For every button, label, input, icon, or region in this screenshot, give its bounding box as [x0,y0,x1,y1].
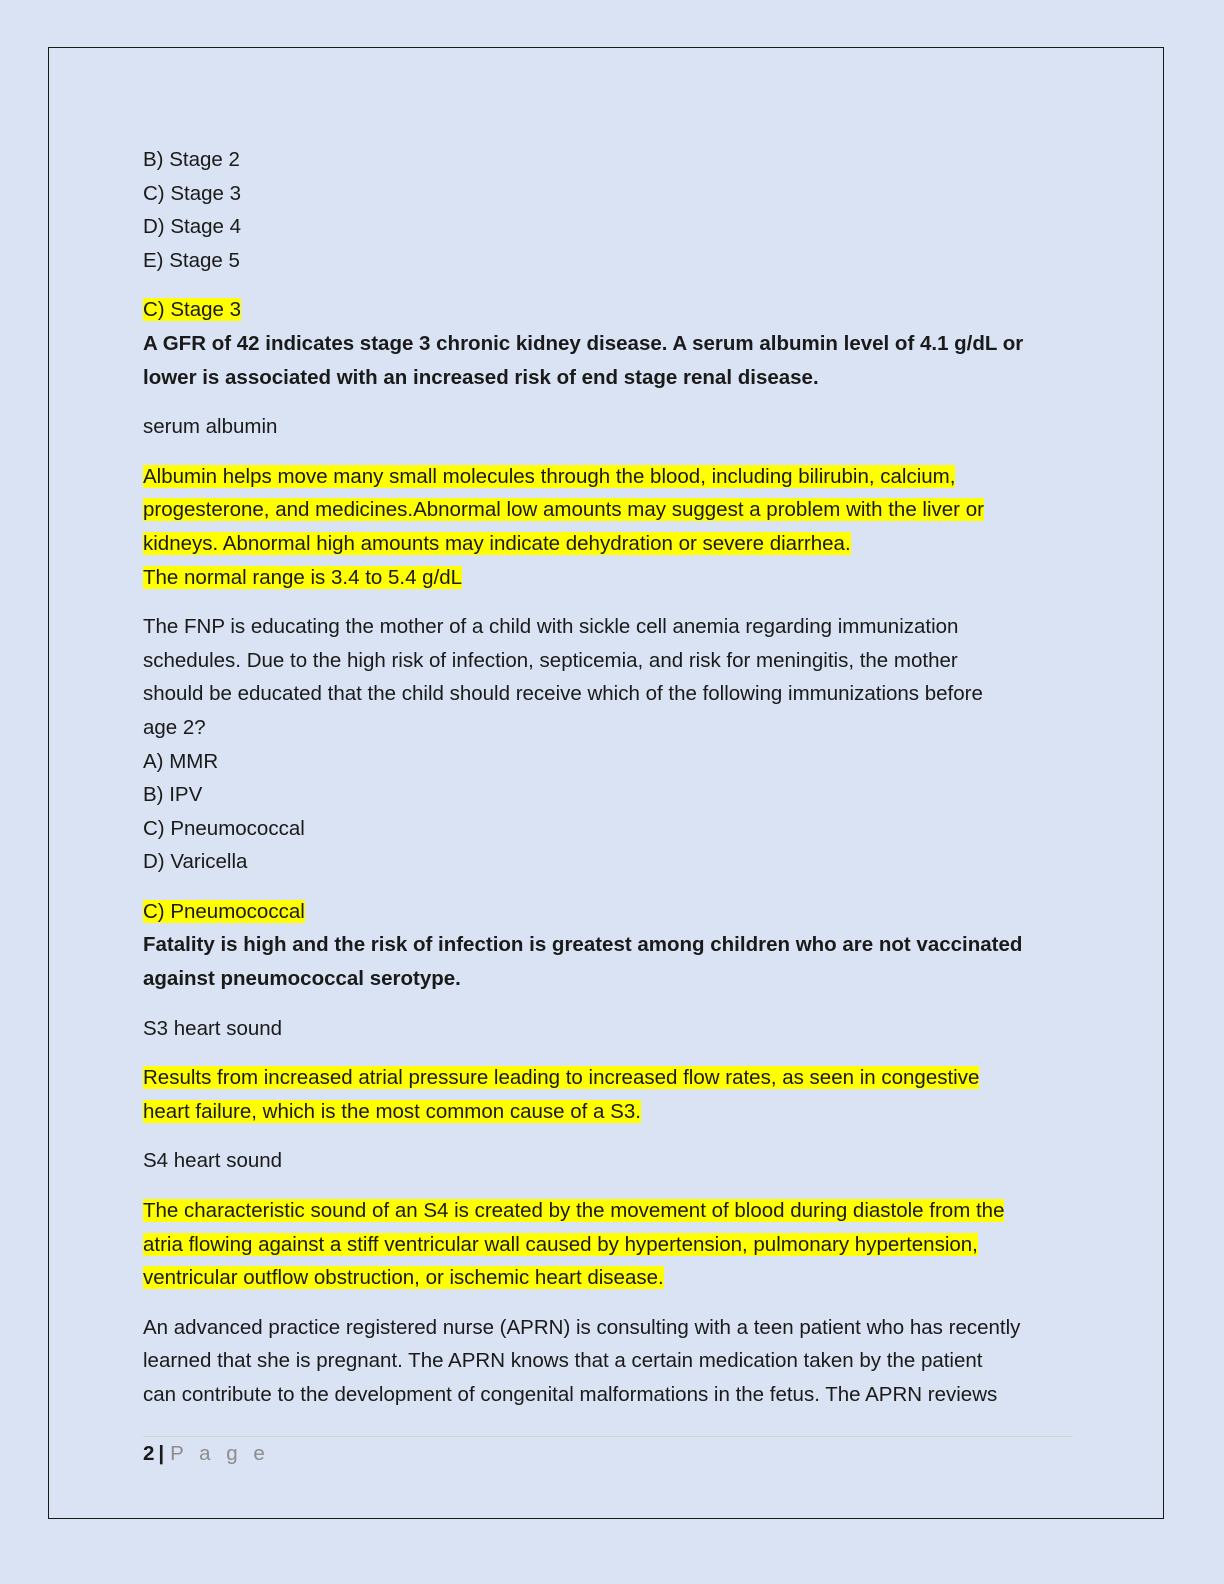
question-stem-line: schedules. Due to the high risk of infection, septicemia, and risk for meningitis, the mother [143,648,958,672]
option-item: B) Stage 2 [143,148,240,171]
question-stem-line: should be educated that the child should receive which of the following immunizations before [143,682,983,706]
question-stem-line: can contribute to the development of congenital malformations in the fetus. The APRN reviews [143,1383,998,1406]
option-item: C) Pneumococcal [143,816,305,840]
option-item: A) MMR [143,749,219,773]
term-s4-definition [143,1194,1083,1295]
term-serum-albumin-definition [143,460,1083,594]
question-stem-line: An advanced practice registered nurse (APRN) is consulting with a teen patient who has recently [143,1315,1021,1339]
definition-line: The characteristic sound of an S4 is created by the movement of blood during diastole from the [143,1199,1005,1223]
rationale-line: A GFR of 42 indicates stage 3 chronic kidney disease. A serum albumin level of 4.1 g/dL or [143,331,1024,355]
footer-divider [143,1436,1073,1437]
rationale-line: lower is associated with an increased risk of end stage renal disease. [143,365,819,389]
question-2 [143,610,1083,879]
term-s4-heart-sound: S4 heart sound [143,1149,283,1173]
definition-line: Results from increased atrial pressure leading to increased flow rates, as seen in congestive [143,1066,980,1090]
rationale-line: Fatality is high and the risk of infection is greatest among children who are not vaccinated [143,933,1023,957]
answer-highlight: C) Pneumococcal [143,899,305,923]
definition-line: ventricular outflow obstruction, or ischemic heart disease. [143,1266,664,1290]
term-s3-definition [143,1061,1083,1128]
page-label: P a g e [170,1442,270,1465]
option-item: B) IPV [143,783,203,807]
option-item: E) Stage 5 [143,248,240,272]
question-3 [143,1311,1083,1412]
option-item: C) Stage 3 [143,181,241,205]
definition-line: atria flowing against a stiff ventricular wall caused by hypertension, pulmonary hypertension, [143,1232,978,1256]
option-item: D) Varicella [143,850,248,874]
page-footer [143,1440,270,1468]
definition-line: kidneys. Abnormal high amounts may indicate dehydration or severe diarrhea. [143,531,851,555]
page-number: 2 [143,1442,155,1465]
definition-line: progesterone, and medicines.Abnormal low amounts may suggest a problem with the liver or [143,498,984,522]
definition-line: heart failure, which is the most common cause of a S3. [143,1099,641,1123]
question-2-answer-block [143,895,1083,996]
term-serum-albumin: serum albumin [143,415,278,439]
option-item: D) Stage 4 [143,215,241,239]
footer-separator: | [158,1442,165,1465]
question-1-options [143,143,1083,277]
answer-highlight: C) Stage 3 [143,298,241,322]
document-body [143,143,1083,1412]
question-stem-line: The FNP is educating the mother of a child with sickle cell anemia regarding immunization [143,615,959,639]
question-stem-line: age 2? [143,715,206,739]
definition-line: Albumin helps move many small molecules through the blood, including bilirubin, calcium, [143,464,956,488]
rationale-line: against pneumococcal serotype. [143,967,461,991]
question-stem-line: learned that she is pregnant. The APRN knows that a certain medication taken by the patient [143,1349,983,1373]
term-s3-heart-sound: S3 heart sound [143,1016,283,1040]
definition-line: The normal range is 3.4 to 5.4 g/dL [143,565,463,589]
question-1-answer-block [143,293,1083,394]
